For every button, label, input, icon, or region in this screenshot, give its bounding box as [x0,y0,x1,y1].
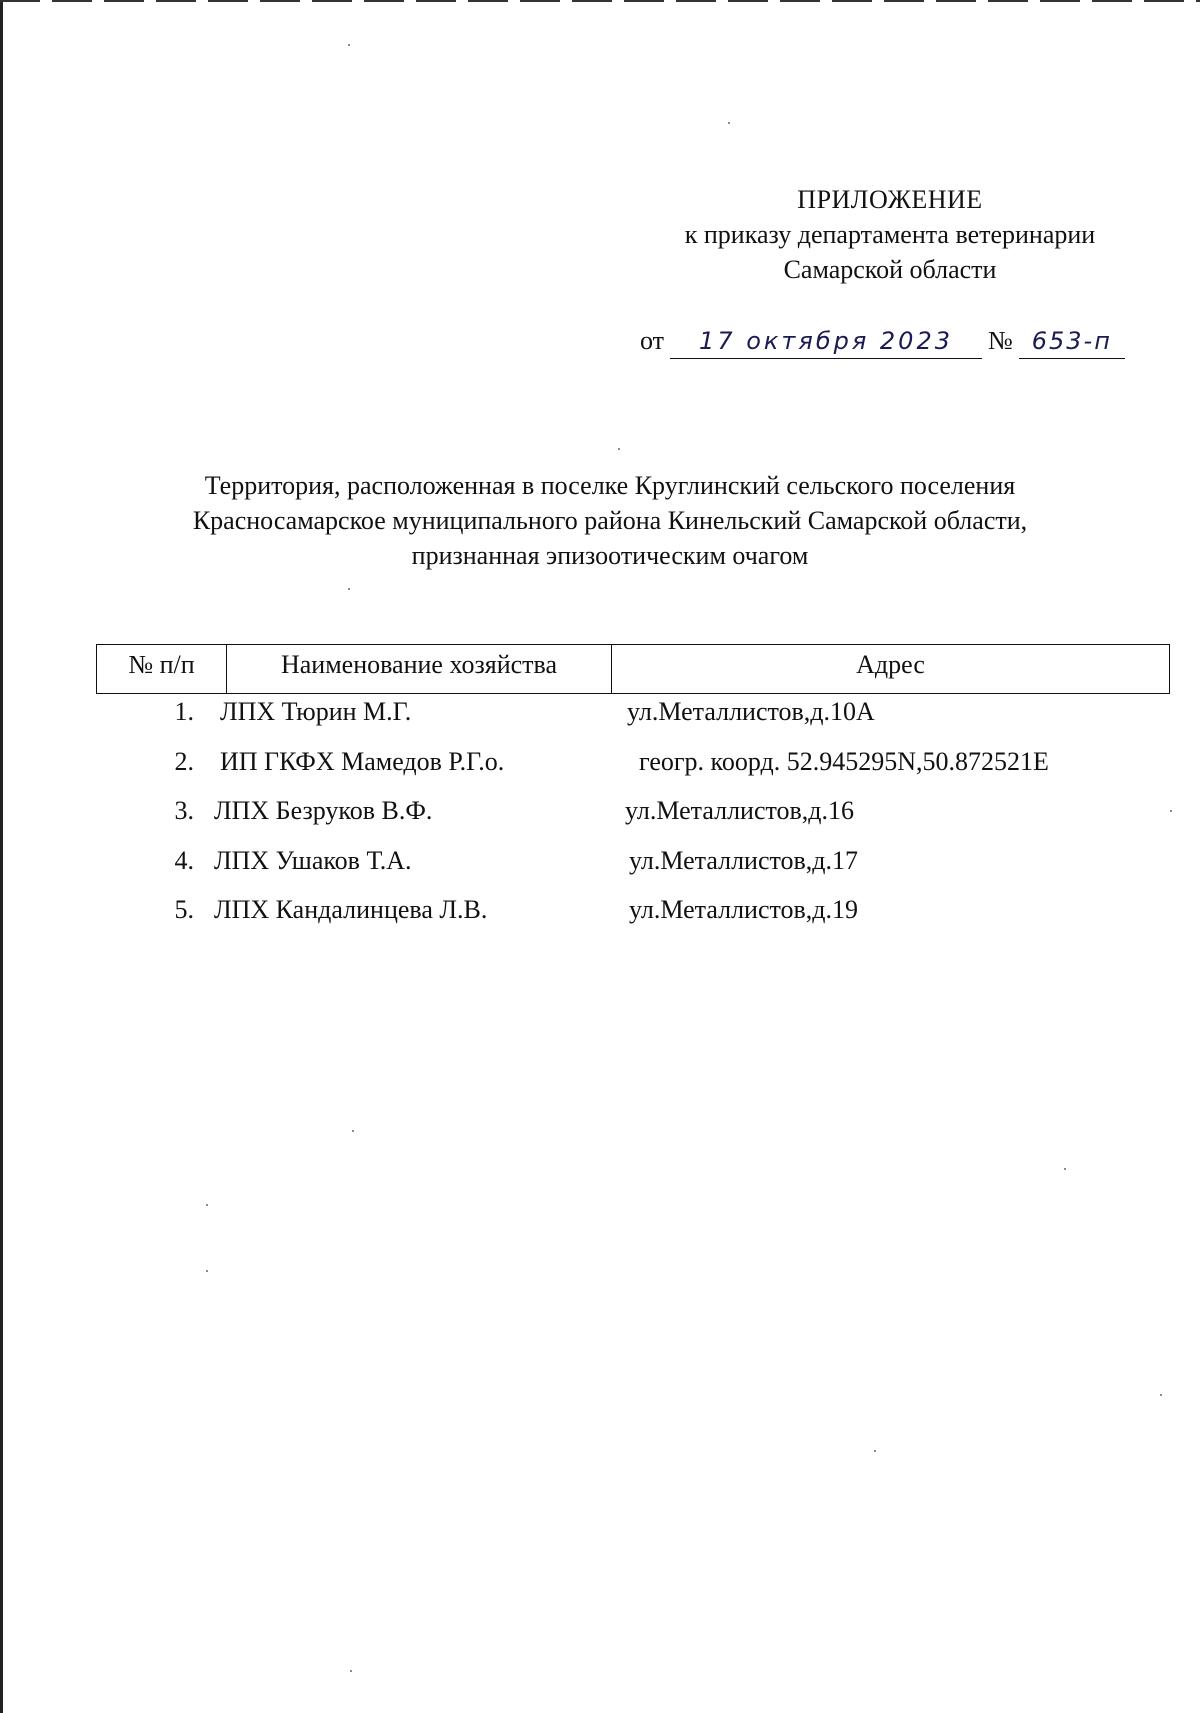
heading-line-2: Красносамарское муниципального района Кинельский Самарской области, [192,506,1028,535]
scan-speck [352,1130,354,1132]
from-label: от [640,326,665,355]
scan-speck [348,588,350,590]
document-heading [150,468,1070,573]
scan-speck [206,1204,208,1206]
farm-address: ул.Металлистов,д.10А [627,697,875,726]
farm-name: ЛПХ Безруков В.Ф. [214,796,433,825]
scan-speck [348,44,350,46]
heading-line-1: Территория, расположенная в поселке Круглинский сельского поселения [204,471,1016,500]
table-row [96,892,1170,942]
heading-line-3: признанная эпизоотическим очагом [411,541,809,570]
order-date-number-line [640,326,1125,359]
row-number: 3. [174,796,194,825]
row-number: 1. [174,697,194,726]
scan-speck [874,1450,876,1452]
scan-speck [1160,1394,1162,1396]
farm-address: ул.Металлистов,д.19 [629,895,859,924]
farm-name: ИП ГКФХ Мамедов Р.Г.о. [220,746,505,776]
appendix-title: ПРИЛОЖЕНИЕ [797,185,983,214]
scan-speck [728,122,730,124]
farms-table [96,644,1170,942]
farm-address: ул.Металлистов,д.16 [625,796,855,825]
table-row [96,843,1170,893]
farm-name: ЛПХ Кандалинцева Л.В. [214,895,488,924]
header-address: Адрес [856,650,925,679]
appendix-block [640,182,1140,287]
table-row [96,793,1170,843]
appendix-line-2: к приказу департамента ветеринарии [684,220,1096,249]
table-row [96,694,1170,744]
appendix-line-3: Самарской области [783,255,997,284]
row-number: 4. [174,845,194,875]
scan-speck [1064,1168,1066,1170]
farm-address: геогр. коорд. 52.945295N,50.872521E [639,746,1049,776]
scan-speck [1170,810,1172,812]
scan-speck [350,1670,352,1672]
number-label: № [988,326,1013,355]
row-number: 5. [174,895,194,924]
scan-edge-top [0,0,1200,2]
header-farm-name: Наименование хозяйства [227,645,612,693]
scan-speck [618,448,620,450]
table-row [96,744,1170,794]
farm-name: ЛПХ Тюрин М.Г. [220,697,412,726]
header-number: № п/п [97,645,227,693]
farm-address: ул.Металлистов,д.17 [629,845,859,875]
handwritten-date: 17 октября 2023 [670,326,982,359]
farm-name: ЛПХ Ушаков Т.А. [214,845,412,875]
scan-speck [206,1270,208,1272]
handwritten-order-number: 653-п [1019,326,1125,359]
table-header [96,644,1170,694]
scan-edge-left [0,0,3,1713]
row-number: 2. [174,746,194,776]
